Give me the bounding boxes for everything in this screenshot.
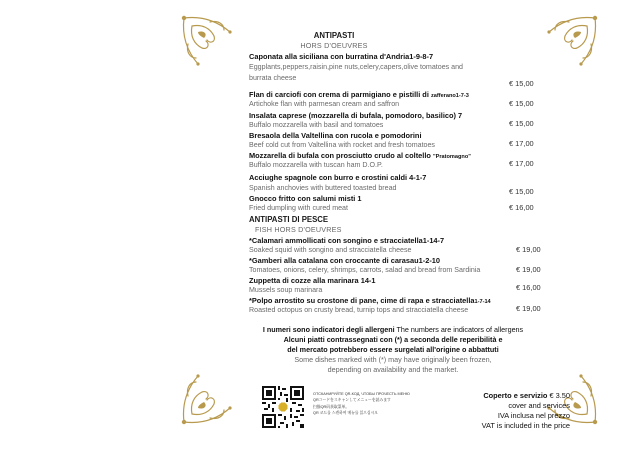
dish-name-text: Flan di carciofi con crema di parmigiano e pistilli di — [249, 90, 431, 99]
section-subtitle-antipasti: HORS D'OEUVRES — [300, 41, 368, 50]
ornament-flourish-icon — [180, 366, 236, 426]
dish-name: Insalata caprese (mozzarella di bufala, pomodoro, basilico) 7 — [249, 111, 463, 120]
dish-name: *Calamari ammollicati con songino e stracciatella1-14-7 — [249, 236, 445, 245]
dish-description: Fried dumpling with cured meat — [249, 204, 348, 212]
dish-allergens: 1-7-14 — [474, 299, 491, 305]
dish-price: € 15,00 — [509, 119, 534, 128]
qr-code-icon[interactable] — [262, 386, 304, 428]
dish-description: Buffalo mozzarella with basil and tomatoes — [249, 121, 384, 129]
vat-note-en: VAT is included in the price — [481, 421, 570, 430]
dish-description: Roasted octopus on crusty bread, turnip tops and stracciatella cheese — [249, 306, 469, 314]
qr-text-line: ОТСКАНИРУЙТЕ QR-КОД, ЧТОБЫ ПРОЧЕСТЬ МЕНЮ — [313, 392, 410, 396]
dish-name — [249, 90, 469, 99]
dish-description: Artichoke flan with parmesan cream and saffron — [249, 100, 400, 108]
dish-name: Acciughe spagnole con burro e crostini caldi 4-1-7 — [249, 173, 427, 182]
dish-name: *Gamberi alla catalana con croccante di carasau1-2-10 — [249, 256, 441, 265]
dish-name: Gnocco fritto con salumi misti 1 — [249, 194, 362, 203]
dish-name-text: *Polpo arrostito su crostone di pane, cime di rapa e stracciatella — [249, 296, 475, 305]
dish-description: Soaked squid with songino and stracciatella cheese — [249, 246, 412, 254]
section-subtitle-pesce: FISH HORS D'OEUVRES — [255, 225, 342, 234]
qr-text-line: QRコードをスキャンしてメニューを読みます — [313, 398, 391, 403]
cover-price: € 3.50 — [547, 391, 570, 400]
cover-label: Coperto e servizio — [483, 391, 548, 400]
dish-price: € 16,00 — [509, 203, 534, 212]
notes-line — [240, 325, 546, 335]
qr-instructions — [313, 391, 411, 416]
ornament-flourish-icon — [180, 14, 236, 74]
dish-name-text: Mozzarella di bufala con prosciutto crudo al coltello — [249, 151, 433, 160]
cover-charge — [453, 391, 570, 400]
dish-price: € 17,00 — [509, 159, 534, 168]
ornament-flourish-icon — [543, 14, 599, 74]
section-title-antipasti: ANTIPASTI — [313, 31, 355, 40]
dish-name: Zuppetta di cozze alla marinara 14-1 — [249, 276, 376, 285]
dish-name: Bresaola della Valtellina con rucola e pomodorini — [249, 131, 422, 140]
dish-description: Tomatoes, onions, celery, shrimps, carrots, salad and bread from Sardinia — [249, 266, 481, 274]
dish-description: Spanish anchovies with buttered toasted bread — [249, 184, 397, 192]
dish-price: € 19,00 — [516, 245, 541, 254]
notes-text: The numbers are indicators of allergens — [394, 325, 524, 334]
dish-price: € 16,00 — [516, 283, 541, 292]
dish-name — [249, 296, 491, 305]
dish-price: € 15,00 — [509, 79, 534, 88]
dish-name: Caponata alla siciliana con burratina d'Andria1-9-8-7 — [249, 52, 434, 61]
notes-line: Some dishes marked with (*) may have originally been frozen, — [294, 355, 492, 364]
qr-text-line: QR 코드를 스캔하여 메뉴를 읽으십시오 — [313, 410, 378, 415]
dish-name — [249, 151, 471, 160]
notes-line: Alcuni piatti contrassegnati con (*) a seconda delle reperibilità e — [283, 335, 503, 344]
notes-line: depending on availability and the market. — [327, 365, 459, 374]
dish-price: € 19,00 — [516, 304, 541, 313]
cover-note: cover and services — [508, 401, 570, 410]
dish-price: € 15,00 — [509, 187, 534, 196]
dish-description: burrata cheese — [249, 74, 297, 82]
dish-description: Eggplants,peppers,raisin,pine nuts,celery,capers,olive tomatoes and — [249, 63, 463, 71]
dish-price: € 17,00 — [509, 139, 534, 148]
dish-price: € 15,00 — [509, 99, 534, 108]
dish-description: Buffalo mozzarella with tuscan ham D.O.P. — [249, 161, 383, 169]
notes-line: del mercato potrebbero essere surgelati all'origine o abbattuti — [287, 345, 499, 354]
section-title-pesce: ANTIPASTI DI PESCE — [249, 215, 329, 224]
allergen-notes — [240, 325, 546, 375]
dish-description: Mussels soup marinara — [249, 286, 323, 294]
dish-price: € 19,00 — [516, 265, 541, 274]
dish-note: "Pratomagno" — [432, 154, 471, 160]
dish-description: Beef cold cut from Valtellina with rocket and fresh tomatoes — [249, 141, 435, 149]
notes-bold: I numeri sono indicatori degli allergeni — [262, 325, 395, 334]
vat-note: IVA inclusa nel prezzo — [497, 411, 570, 420]
dish-allergens: zafferano1-7-3 — [430, 93, 469, 99]
qr-text-line: 扫描QR码获取菜单。 — [313, 404, 350, 409]
